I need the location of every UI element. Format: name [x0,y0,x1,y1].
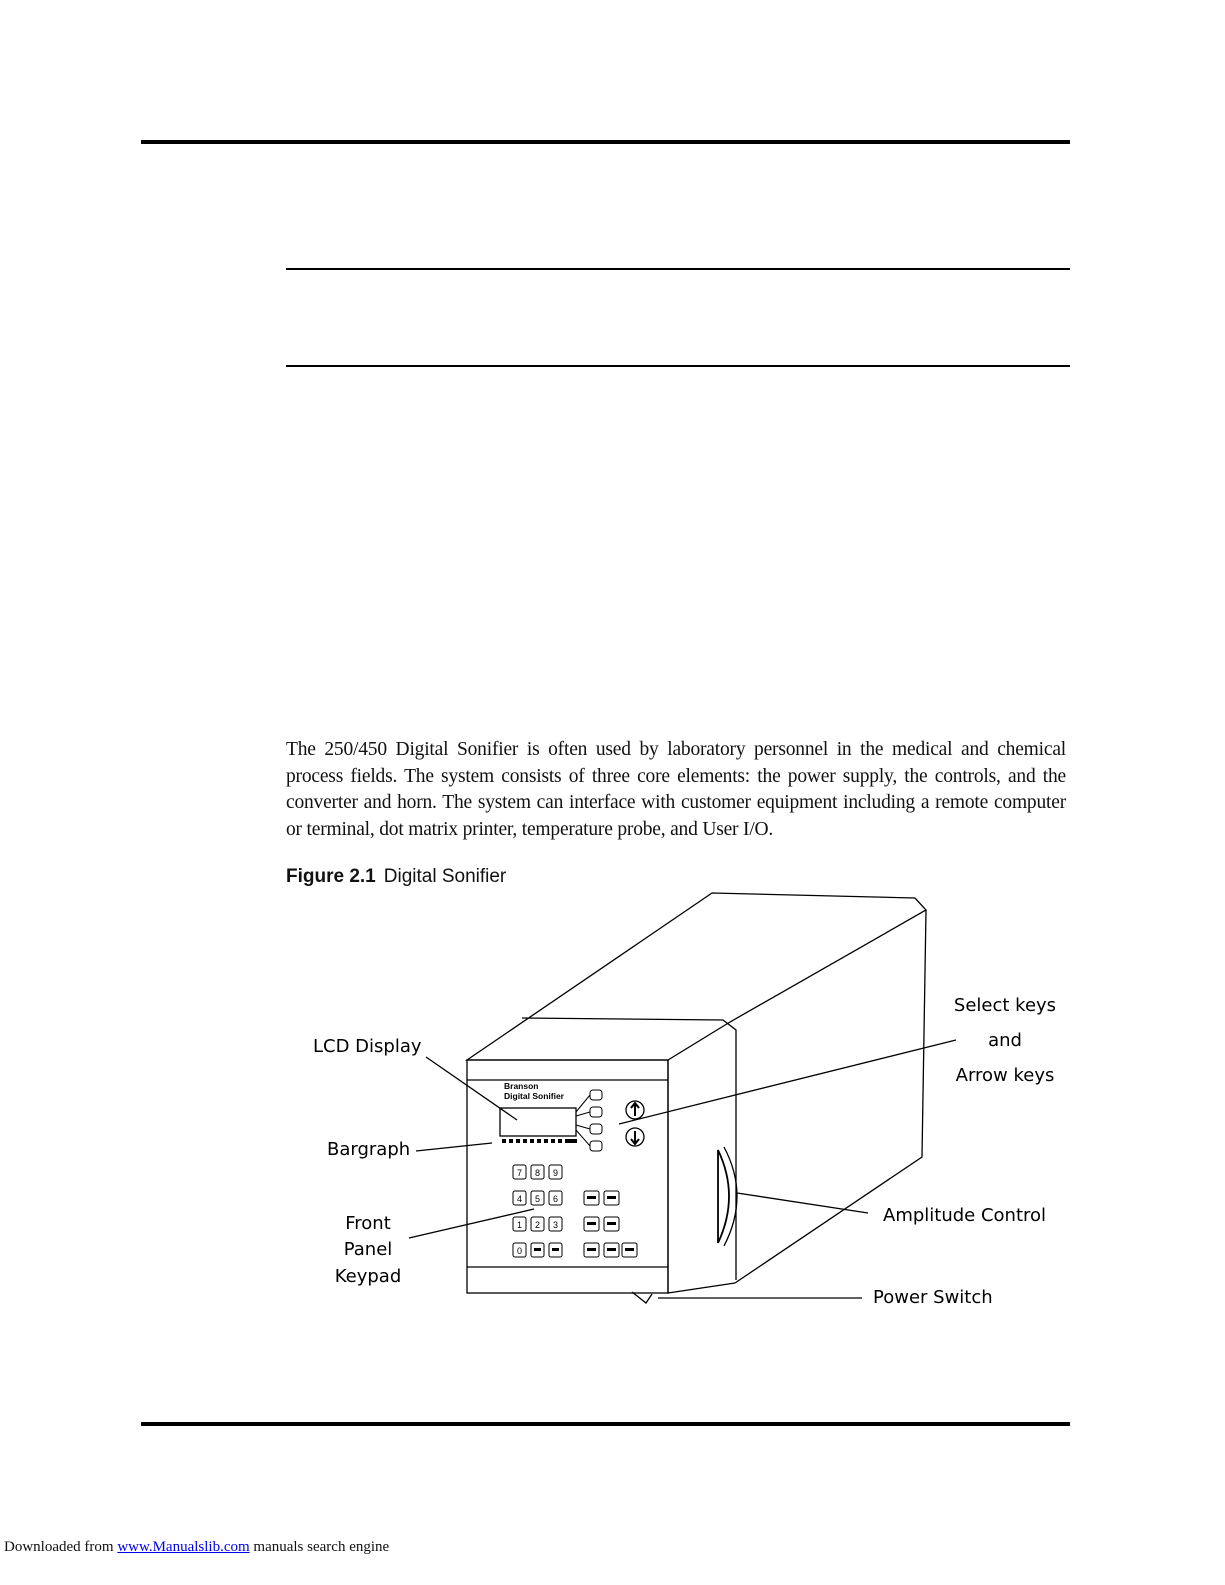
footer-note [4,1539,389,1556]
leader-select [619,1040,956,1124]
select-keys [576,1090,602,1151]
label-select-1: Select keys [953,995,1057,1016]
figure-title: Digital Sonifier [383,866,507,887]
svg-text:7: 7 [516,1168,523,1178]
arrow-keys [626,1101,644,1146]
keypad [513,1165,637,1257]
leader-bargraph [416,1143,492,1151]
svg-text:5: 5 [534,1194,541,1204]
panel-brand-line-2: Digital Sonifier [504,1091,564,1101]
cabinet-top [467,893,926,1060]
bargraph [502,1139,577,1143]
label-keypad-1: Front [345,1213,391,1234]
label-amplitude-control: Amplitude Control [883,1205,1047,1226]
panel-brand-line-1: Branson [504,1081,539,1091]
front-panel [467,1060,668,1293]
cabinet-right-side [735,910,926,1283]
svg-text:0: 0 [516,1246,523,1256]
svg-text:1: 1 [516,1220,523,1230]
label-keypad-3: Keypad [334,1266,402,1287]
figure-number: Figure 2.1 [286,866,376,887]
label-select-2: and [988,1030,1022,1051]
body-paragraph: The 250/450 Digital Sonifier is often used by laboratory personnel in the medical and chemical process fields. The system consists of three core elements: the power supply, the controls, and the converter and horn. The system can interface with customer equipment including a remote computer or terminal, dot matrix printer, temperature probe, and User I/O. [286,739,1066,840]
footer-suffix: manuals search engine [249,1539,390,1555]
svg-text:6: 6 [552,1194,559,1204]
leader-amplitude [737,1193,868,1213]
svg-text:2: 2 [534,1220,541,1230]
power-switch [632,1292,652,1303]
label-keypad-2: Panel [343,1239,393,1260]
svg-text:9: 9 [552,1168,559,1178]
svg-text:4: 4 [516,1194,523,1204]
svg-text:3: 3 [552,1220,559,1230]
cabinet-seam [522,1018,736,1280]
cabinet-bottom-side [668,1060,735,1293]
amplitude-knob [718,1150,729,1243]
label-power-switch: Power Switch [873,1287,993,1308]
label-lcd-display: LCD Display [313,1036,422,1057]
lcd-display [500,1108,576,1136]
footer-link[interactable]: www.Manualslib.com [117,1539,250,1555]
svg-text:8: 8 [534,1168,541,1178]
label-bargraph: Bargraph [327,1139,411,1160]
footer-prefix: Downloaded from [4,1539,118,1555]
label-select-3: Arrow keys [955,1065,1055,1086]
